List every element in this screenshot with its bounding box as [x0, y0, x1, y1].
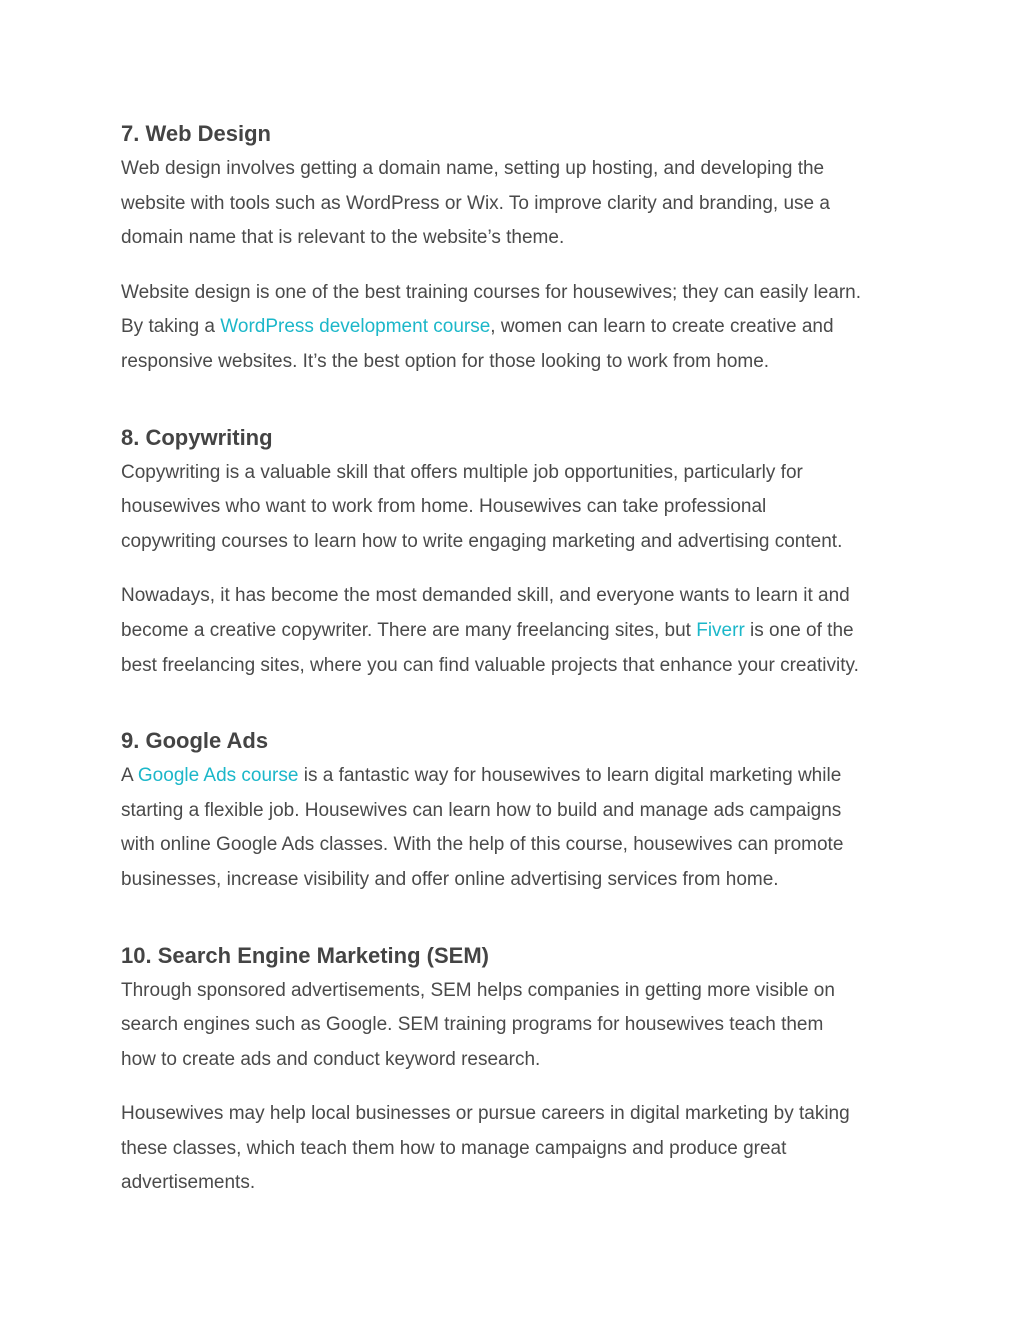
text-line: domain name that is relevant to the website’s theme. — [121, 227, 565, 249]
section-heading: 9. Google Ads — [121, 728, 269, 754]
section-sem — [121, 938, 921, 1202]
paragraph — [121, 974, 921, 1078]
text-line: Copywriting is a valuable skill that offers multiple job opportunities, particularly for — [121, 461, 803, 483]
section-copywriting — [121, 420, 921, 684]
text-line — [121, 310, 921, 345]
text-line: housewives who want to work from home. Housewives can take professional — [121, 496, 767, 518]
text-line: these classes, which teach them how to manage campaigns and produce great — [121, 1137, 787, 1159]
paragraph — [121, 579, 921, 683]
text-line: Nowadays, it has become the most demanded skill, and everyone wants to learn it and — [121, 585, 850, 607]
text-line: Web design involves getting a domain name, setting up hosting, and developing the — [121, 158, 825, 179]
text-span: is one of the — [744, 619, 854, 641]
paragraph — [121, 456, 921, 560]
paragraph — [121, 152, 921, 256]
section-heading: 8. Copywriting — [121, 424, 273, 450]
section-google-ads — [121, 723, 921, 897]
text-line: Website design is one of the best training courses for housewives; they can easily learn. — [121, 281, 861, 303]
text-line: Through sponsored advertisements, SEM helps companies in getting more visible on — [121, 979, 835, 1001]
text-span: is a fantastic way for housewives to learn digital marketing while — [298, 765, 842, 787]
section-heading: 7. Web Design — [121, 121, 271, 146]
text-line: responsive websites. It’s the best option for those looking to work from home. — [121, 350, 770, 372]
text-line — [121, 759, 921, 794]
text-span: , women can learn to create creative and — [490, 316, 834, 338]
text-line — [121, 614, 921, 649]
text-span: become a creative copywriter. There are many freelancing sites, but — [121, 619, 697, 641]
text-line: search engines such as Google. SEM training programs for housewives teach them — [121, 1014, 824, 1036]
section-web-design — [121, 116, 921, 380]
text-line: how to create ads and conduct keyword research. — [121, 1048, 541, 1070]
text-line: copywriting courses to learn how to write engaging marketing and advertising content. — [121, 530, 843, 552]
section-heading: 10. Search Engine Marketing (SEM) — [121, 942, 489, 968]
paragraph — [121, 276, 921, 380]
paragraph — [121, 1097, 921, 1201]
paragraph — [121, 759, 921, 897]
text-line: best freelancing sites, where you can find valuable projects that enhance your creativity. — [121, 654, 859, 676]
document-page — [121, 116, 921, 1201]
text-line: advertisements. — [121, 1172, 256, 1194]
google-ads-course-link[interactable]: Google Ads course — [137, 765, 299, 787]
text-line: businesses, increase visibility and offer online advertising services from home. — [121, 868, 779, 890]
text-line: with online Google Ads classes. With the help of this course, housewives can promote — [121, 834, 844, 856]
text-span: By taking a — [121, 316, 221, 338]
wordpress-course-link[interactable]: WordPress development course — [220, 316, 491, 338]
text-span: A — [121, 765, 138, 787]
text-line: Housewives may help local businesses or pursue careers in digital marketing by taking — [121, 1103, 850, 1125]
text-line: website with tools such as WordPress or Wix. To improve clarity and branding, use a — [121, 192, 830, 214]
text-line: starting a flexible job. Housewives can learn how to build and manage ads campaigns — [121, 799, 842, 821]
fiverr-link[interactable]: Fiverr — [696, 619, 745, 641]
